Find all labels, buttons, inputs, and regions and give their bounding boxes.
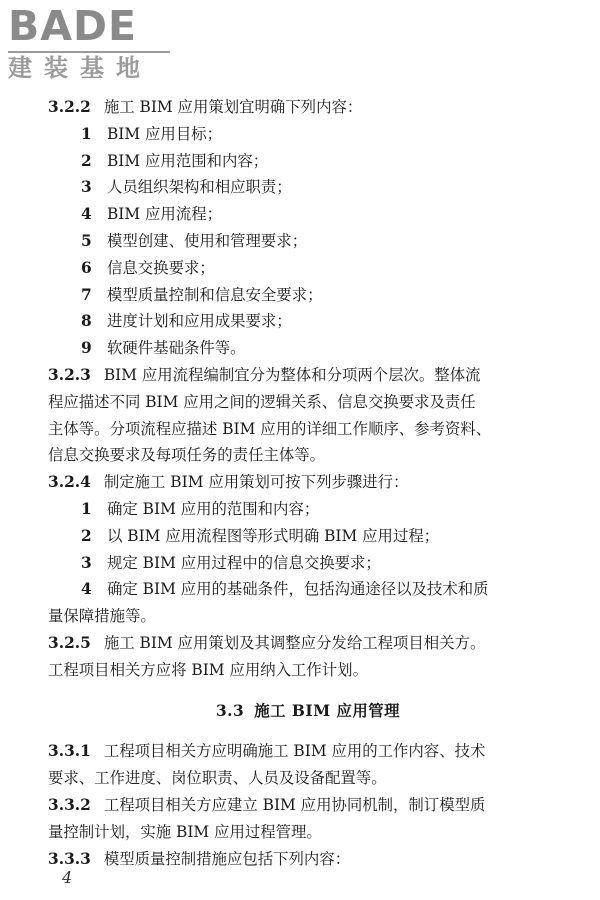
list-item <box>48 523 568 550</box>
line-text: 模型质量控制和信息安全要求； <box>107 285 323 304</box>
line-text: BIM 应用范围和内容； <box>107 151 269 170</box>
continuation-line <box>48 442 568 469</box>
clause-line <box>48 630 568 657</box>
clause-line <box>48 469 568 496</box>
item-number: 1 <box>81 124 92 143</box>
clause-number: 3.3.2 <box>48 795 91 814</box>
line-text: 施工 BIM 应用策划宜明确下列内容： <box>103 98 363 116</box>
line-text: 信息交换要求及每项任务的责任主体等。 <box>48 446 326 465</box>
line-text: 程应描述不同 BIM 应用之间的逻辑关系、信息交换要求及责任 <box>48 392 476 411</box>
list-item <box>48 148 568 175</box>
continuation-line <box>48 765 568 792</box>
clause-line <box>48 738 568 765</box>
line-text: 规定 BIM 应用过程中的信息交换要求； <box>107 553 381 572</box>
item-number: 4 <box>81 205 92 224</box>
list-item <box>48 228 568 255</box>
item-number: 6 <box>81 258 92 277</box>
list-item <box>48 576 568 603</box>
continuation-line <box>48 416 568 443</box>
clause-number: 3.3.1 <box>48 742 91 761</box>
clause-number: 3.2.3 <box>48 365 91 384</box>
list-item <box>48 335 568 362</box>
line-text: 工程项目相关方应建立 BIM 应用协同机制，制订模型质 <box>103 795 486 814</box>
page-number: 4 <box>62 868 73 887</box>
clause-number: 3.2.2 <box>48 98 91 116</box>
clause-number: 3.2.5 <box>48 633 91 652</box>
document-body <box>48 94 568 872</box>
section-title: 施工 BIM 应用管理 <box>254 701 401 720</box>
clause-line <box>48 362 568 389</box>
line-text: 模型创建、使用和管理要求； <box>107 231 308 250</box>
list-item <box>48 550 568 577</box>
line-text: 进度计划和应用成果要求； <box>107 312 292 331</box>
list-item <box>48 496 568 523</box>
item-number: 1 <box>81 499 92 518</box>
list-item <box>48 201 568 228</box>
item-number: 2 <box>81 151 92 170</box>
list-item <box>48 308 568 335</box>
line-text: 工程项目相关方应将 BIM 应用纳入工作计划。 <box>48 660 368 679</box>
clause-number: 3.2.4 <box>48 473 91 492</box>
clause-line <box>48 94 568 121</box>
item-number: 8 <box>81 312 92 331</box>
clause-number: 3.3.3 <box>48 849 91 868</box>
section-heading <box>48 698 568 725</box>
logo-chinese-name: 建装基地 <box>8 54 152 82</box>
item-number: 2 <box>81 526 92 545</box>
line-text: 确定 BIM 应用的范围和内容； <box>107 499 320 518</box>
section-number: 3.3 <box>215 701 245 720</box>
line-text: 软硬件基础条件等。 <box>107 339 246 358</box>
bade-logo <box>8 4 178 90</box>
item-number: 4 <box>81 580 92 599</box>
line-text: 人员组织架构和相应职责； <box>107 178 292 197</box>
line-text: 量保障措施等。 <box>48 607 156 626</box>
item-number: 3 <box>81 178 92 197</box>
clause-line <box>48 792 568 819</box>
line-text: 量控制计划，实施 BIM 应用过程管理。 <box>48 822 322 841</box>
line-text: 施工 BIM 应用策划及其调整应分发给工程项目相关方。 <box>103 633 486 652</box>
item-number: 7 <box>81 285 92 304</box>
clause-line <box>48 846 568 873</box>
line-text: BIM 应用流程编制宜分为整体和分项两个层次。整体流 <box>103 365 481 384</box>
continuation-line <box>48 603 568 630</box>
line-text: 确定 BIM 应用的基础条件，包括沟通途径以及技术和质 <box>107 580 489 599</box>
item-number: 9 <box>81 339 92 358</box>
line-text: 要求、工作进度、岗位职责、人员及设备配置等。 <box>48 769 387 788</box>
list-item <box>48 174 568 201</box>
continuation-line <box>48 819 568 846</box>
list-item <box>48 121 568 148</box>
logo-wordmark: BADE <box>8 2 138 50</box>
line-text: 模型质量控制措施应包括下列内容： <box>103 849 351 868</box>
item-number: 3 <box>81 553 92 572</box>
line-text: 工程项目相关方应明确施工 BIM 应用的工作内容、技术 <box>103 742 486 761</box>
item-number: 5 <box>81 231 92 250</box>
line-text: 以 BIM 应用流程图等形式明确 BIM 应用过程； <box>107 526 440 545</box>
line-text: 信息交换要求； <box>107 258 215 277</box>
continuation-line <box>48 657 568 684</box>
list-item <box>48 255 568 282</box>
line-text: 制定施工 BIM 应用策划可按下列步骤进行： <box>103 473 409 492</box>
line-text: BIM 应用流程； <box>107 205 222 224</box>
line-text: BIM 应用目标； <box>107 124 222 143</box>
list-item <box>48 282 568 309</box>
continuation-line <box>48 389 568 416</box>
line-text: 主体等。分项流程应描述 BIM 应用的详细工作顺序、参考资料、 <box>48 419 492 438</box>
